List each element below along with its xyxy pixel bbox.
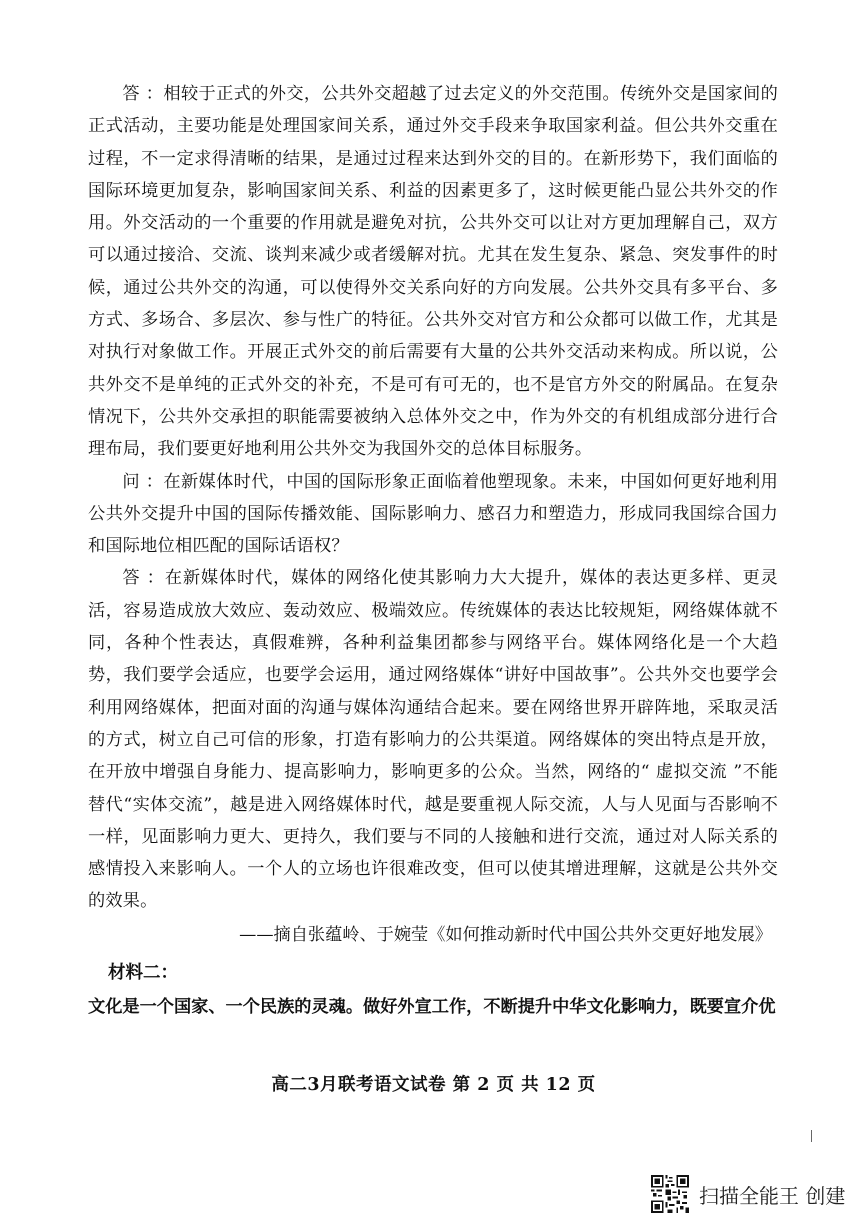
source-citation: ——摘自张蕴岭、于婉莹《如何推动新时代中国公共外交更好地发展》 bbox=[239, 924, 772, 945]
answer-label: 答 ： bbox=[122, 84, 164, 104]
answer-paragraph-2 bbox=[88, 562, 778, 917]
qr-code-icon bbox=[651, 1175, 689, 1213]
watermark-text: 扫描全能王 创建 bbox=[699, 1183, 846, 1208]
material-two-first-line: 文化是一个国家、一个民族的灵魂。做好外宣工作，不断提升中华文化影响力，既要宣介优 bbox=[88, 996, 776, 1017]
document-body bbox=[88, 78, 778, 1023]
question-paragraph bbox=[88, 466, 778, 563]
section-title: 材料二： bbox=[108, 962, 178, 983]
page-footer: 高二3月联考语文试卷 第 2 页 共 12 页 bbox=[271, 1075, 596, 1095]
paragraph-text: 在新媒体时代，中国的国际形象正面临着他塑现象。未来，中国如何更好地利用公共外交提升中国的国际传播效能、国际影响力、感召力和塑造力，形成同我国综合国力和国际地位相匹配的国际话语权？ bbox=[88, 471, 778, 557]
paragraph-text: 在新媒体时代，媒体的网络化使其影响力大大提升，媒体的表达更多样、更灵活，容易造成放大效应、轰动效应、极端效应。传统媒体的表达比较规矩，网络媒体就不同，各种个性表达，真假难辨，各种利益集团都参与网络平台。媒体网络化是一个大趋势，我们要学会适应，也要学会运用，通过网络媒体“讲好中国故事”。公共外交也要学会利用网络媒体，把面对面的沟通与媒体沟通结合起来。要在网络世界开辟阵地，采取灵活的方式，树立自己可信的形象，打造有影响力的公共渠道。网络媒体的突出特点是开放，在开放中增强自身能力、提高影响力，影响更多的公众。当然，网络的“ 虚拟交流 ”不能替代“实体交流”，越是进入网络媒体时代，越是要重视人际交流，人与人见面与否影响不一样，见面影响力更大、更持久，我们要与不同的人接触和进行交流，通过对人际关系的感情投入来影响人。一个人的立场也许很难改变，但可以使其增进理解，这就是公共外交的效果。 bbox=[88, 568, 778, 912]
answer-paragraph-1 bbox=[88, 78, 778, 466]
question-label: 问 ： bbox=[122, 471, 164, 492]
answer-label: 答 ： bbox=[122, 568, 165, 589]
paragraph-text: 相较于正式的外交，公共外交超越了过去定义的外交范围。传统外交是国家间的正式活动，主要功能是处理国家间关系，通过外交手段来争取国家利益。但公共外交重在过程，不一定求得清晰的结果，是通过过程来达到外交的目的。在新形势下，我们面临的国际环境更加复杂，影响国家间关系、利益的因素更多了，这时候更能凸显公共外交的作用。外交活动的一个重要的作用就是避免对抗，公共外交可以让对方更加理解自己，双方可以通过接洽、交流、谈判来减少或者缓解对抗。尤其在发生复杂、紧急、突发事件的时候，通过公共外交的沟通，可以使得外交关系向好的方向发展。公共外交具有多平台、多方式、多场合、多层次、参与性广的特征。公共外交对官方和公众都可以做工作，尤其是对执行对象做工作。开展正式外交的前后需要有大量的公共外交活动来构成。所以说，公共外交不是单纯的正式外交的补充，不是可有可无的，也不是官方外交的附属品。在复杂情况下，公共外交承担的职能需要被纳入总体外交之中，作为外交的有机组成部分进行合理布局，我们要更好地利用公共外交为我国外交的总体目标服务。 bbox=[88, 84, 778, 460]
margin-mark bbox=[811, 1130, 812, 1142]
scanner-watermark bbox=[651, 1172, 845, 1216]
